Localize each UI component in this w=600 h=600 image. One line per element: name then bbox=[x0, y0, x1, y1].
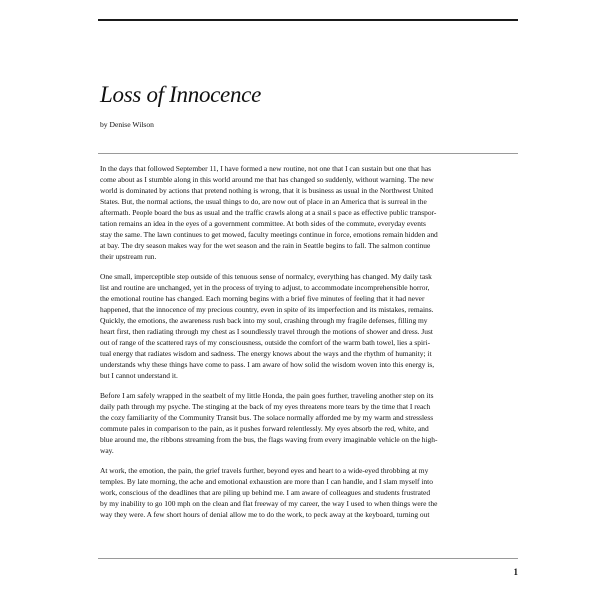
text-line: way they were. A few short hours of denial allow me to do the work, to peck away at the keyboard, turning out bbox=[100, 510, 430, 519]
essay-title: Loss of Innocence bbox=[100, 82, 261, 107]
text-line: come about as I stumble along in this world around me that has changed so suddenly, without warning. The new bbox=[100, 175, 434, 184]
essay-body bbox=[100, 163, 516, 529]
text-line: One small, imperceptible step outside of this tenuous sense of normalcy, everything has changed. My daily task bbox=[100, 272, 432, 281]
text-line: daily path through my psyche. The stinging at the back of my eyes threatens more tears by the time that I reach bbox=[100, 402, 431, 411]
text-line: heart first, then radiating through my chest as I soundlessly travel through the motions of shower and dress. Just bbox=[100, 327, 433, 336]
paragraph-4 bbox=[100, 465, 516, 520]
text-line: At work, the emotion, the pain, the grief travels further, beyond eyes and heart to a wide-eyed throbbing at my bbox=[100, 466, 429, 475]
text-line: tation remains an idea in the eyes of a government committee. At both sides of the commute, everyday events bbox=[100, 219, 426, 228]
text-line: Quickly, the emotions, the awareness rush back into my soul, crashing through my fragile defenses, filling my bbox=[100, 316, 428, 325]
text-line: aftermath. People board the bus as usual and the traffic crawls along at a snail s pace as effective public transpor- bbox=[100, 208, 437, 217]
text-line: commute pales in comparison to the pain, as it pushes forward relentlessly. My eyes absorb the red, white, and bbox=[100, 424, 429, 433]
text-line: understands why these things have come to pass. I am aware of how solid the wisdom woven into this energy is, bbox=[100, 360, 435, 369]
text-line: blue around me, the ribbons streaming from the bus, the flags waving from every imaginable vehicle on the high- bbox=[100, 435, 438, 444]
text-line: way. bbox=[100, 446, 114, 455]
text-line: tual energy that radiates wisdom and sadness. The energy knows about the ways and the rhythm of humanity; it bbox=[100, 349, 432, 358]
footer-rule bbox=[98, 558, 518, 559]
text-line: by my inability to go 100 mph on the clean and flat freeway of my career, the way I used to when things were the bbox=[100, 499, 438, 508]
text-line: work, conscious of the deadlines that are piling up behind me. I am aware of colleagues and students frustrated bbox=[100, 488, 431, 497]
author-byline: by Denise Wilson bbox=[100, 120, 154, 129]
text-line: their upstream run. bbox=[100, 252, 157, 261]
text-line: temples. By late morning, the ache and emotional exhaustion are more than I can handle, and I slam myself into bbox=[100, 477, 433, 486]
text-line: but I cannot understand it. bbox=[100, 371, 178, 380]
paragraph-3 bbox=[100, 390, 516, 456]
text-line: States. But, the normal actions, the usual things to do, are now out of place in an America that is surreal in the bbox=[100, 197, 427, 206]
text-line: list and routine are unchanged, yet in the process of trying to adjust, to accommodate incomprehensible horror, bbox=[100, 283, 430, 292]
text-line: the emotional routine has changed. Each morning begins with a brief five minutes of feeling that it had never bbox=[100, 294, 425, 303]
text-line: out of range of the scattered rays of my consciousness, outside the comfort of the warm bath towel, lies a spiri- bbox=[100, 338, 431, 347]
text-line: Before I am safely wrapped in the seatbelt of my little Honda, the pain goes further, traveling another step on its bbox=[100, 391, 434, 400]
text-line: world is dominated by actions that pretend nothing is wrong, that it is business as usual in the Northwest United bbox=[100, 186, 433, 195]
text-line: In the days that followed September 11, I have formed a new routine, not one that I can sustain but one that has bbox=[100, 164, 432, 173]
text-line: at bay. The dry season makes way for the wet season and the rain in Seattle begins to fall. The salmon continue bbox=[100, 241, 431, 250]
text-line: stay the same. The lawn continues to get mowed, faculty meetings continue in force, emotions remain hidden and bbox=[100, 230, 438, 239]
text-line: the cozy familiarity of the Community Transit bus. The solace normally afforded me by my warm and stressless bbox=[100, 413, 434, 422]
text-line: happened, that the innocence of my precious country, even in spite of its imperfection and its mistakes, remains. bbox=[100, 305, 434, 314]
paragraph-1 bbox=[100, 163, 516, 262]
paragraph-2 bbox=[100, 271, 516, 381]
top-rule bbox=[98, 19, 518, 21]
page-number: 1 bbox=[513, 567, 518, 577]
header-divider bbox=[98, 153, 518, 154]
